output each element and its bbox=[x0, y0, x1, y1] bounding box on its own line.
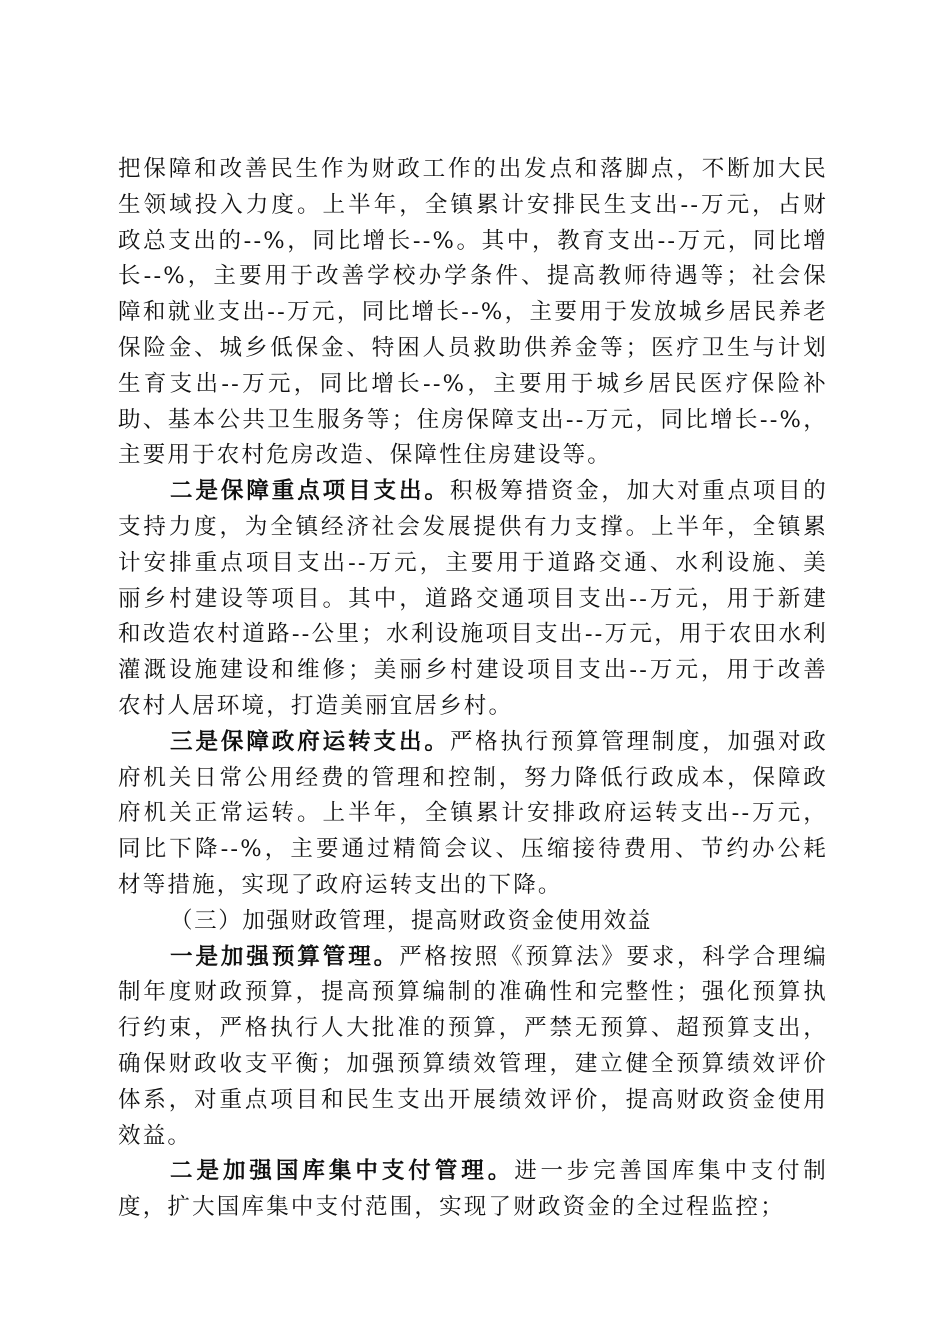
paragraph-text: 严格按照《预算法》要求，科学合理编制年度财政预算，提高预算编制的准确性和完整性；强化预算执行约束，严格执行人大批准的预算，严禁无预算、超预算支出，确保财政收支平衡；加强预算绩效管理，建立健全预算绩效评价体系，对重点项目和民生支出开展绩效评价，提高财政资金使用效益。 bbox=[118, 943, 828, 1149]
paragraph-text: 严格执行预算管理制度，加强对政府机关日常公用经费的管理和控制，努力降低行政成本，保障政府机关正常运转。上半年，全镇累计安排政府运转支出--万元，同比下降--%，主要通过精简会议、压缩接待费用、节约办公耗材等措施，实现了政府运转支出的下降。 bbox=[118, 728, 828, 898]
paragraph-text: 积极筹措资金，加大对重点项目的支持力度，为全镇经济社会发展提供有力支撑。上半年，全镇累计安排重点项目支出--万元，主要用于道路交通、水利设施、美丽乡村建设等项目。其中，道路交通项目支出--万元，用于新建和改造农村道路--公里；水利设施项目支出--万元，用于农田水利灌溉设施建设和维修；美丽乡村建设项目支出--万元，用于改善农村人居环境，打造美丽宜居乡村。 bbox=[118, 478, 828, 719]
section-heading: （三）加强财政管理，提高财政资金使用效益 bbox=[170, 907, 653, 934]
paragraph-livelihood-spending bbox=[118, 152, 828, 474]
paragraph-lead: 一是加强预算管理。 bbox=[170, 943, 400, 970]
paragraph-text: 进一步完善国库集中支付制度，扩大国库集中支付范围，实现了财政资金的全过程监控； bbox=[118, 1158, 829, 1221]
paragraph-budget-management bbox=[118, 940, 828, 1155]
paragraph-text: 把保障和改善民生作为财政工作的出发点和落脚点，不断加大民生领域投入力度。上半年，全镇累计安排民生支出--万元，占财政总支出的--%，同比增长--%。其中，教育支出--万元，同比增长--%，主要用于改善学校办学条件、提高教师待遇等；社会保障和就业支出--万元，同比增长--%，主要用于发放城乡居民养老保险金、城乡低保金、特困人员救助供养金等；医疗卫生与计划生育支出--万元，同比增长--%，主要用于城乡居民医疗保险补助、基本公共卫生服务等；住房保障支出--万元，同比增长--%，主要用于农村危房改造、保障性住房建设等。 bbox=[118, 156, 828, 469]
paragraph-government-operations bbox=[118, 725, 828, 904]
paragraph-lead: 三是保障政府运转支出。 bbox=[170, 728, 450, 755]
document-body bbox=[118, 152, 828, 1226]
paragraph-lead: 二是加强国库集中支付管理。 bbox=[170, 1158, 515, 1185]
paragraph-treasury-payment bbox=[118, 1154, 828, 1226]
paragraph-key-projects bbox=[118, 474, 828, 725]
paragraph-lead: 二是保障重点项目支出。 bbox=[170, 478, 450, 505]
